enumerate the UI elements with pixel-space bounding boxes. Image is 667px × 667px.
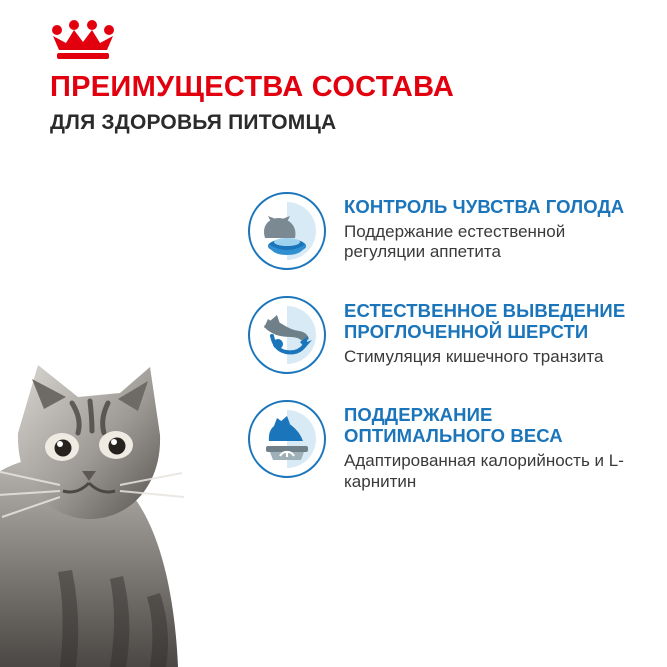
royal-canin-crown-logo (48, 20, 118, 64)
cat-photo (0, 197, 250, 667)
benefit-description: Адаптированная калорийность и L-карнитин (344, 451, 624, 491)
benefit-text (344, 192, 648, 263)
page-title: ПРЕИМУЩЕСТВА СОСТАВА (50, 71, 455, 103)
page-title-block (50, 72, 630, 134)
benefit-item (248, 296, 648, 374)
benefit-item (248, 400, 648, 492)
benefit-description: Стимуляция кишечного транзита (344, 347, 604, 367)
benefit-title: КОНТРОЛЬ ЧУВСТВА ГОЛОДА (344, 196, 625, 217)
cat-on-scale-icon (248, 400, 326, 478)
benefits-list (248, 192, 648, 492)
benefit-title: ЕСТЕСТВЕННОЕ ВЫВЕДЕНИЕ ПРОГЛОЧЕННОЙ ШЕРСТИ (344, 300, 626, 343)
page-subtitle: ДЛЯ ЗДОРОВЬЯ ПИТОМЦА (50, 111, 337, 135)
benefit-description: Поддержание естественной регуляции аппетита (344, 222, 566, 262)
benefit-item (248, 192, 648, 270)
benefit-text (344, 400, 648, 492)
benefit-title: ПОДДЕРЖАНИЕ ОПТИМАЛЬНОГО ВЕСА (344, 404, 563, 447)
benefit-text (344, 296, 648, 368)
cat-hairball-digestion-icon (248, 296, 326, 374)
cat-with-bowl-icon (248, 192, 326, 270)
